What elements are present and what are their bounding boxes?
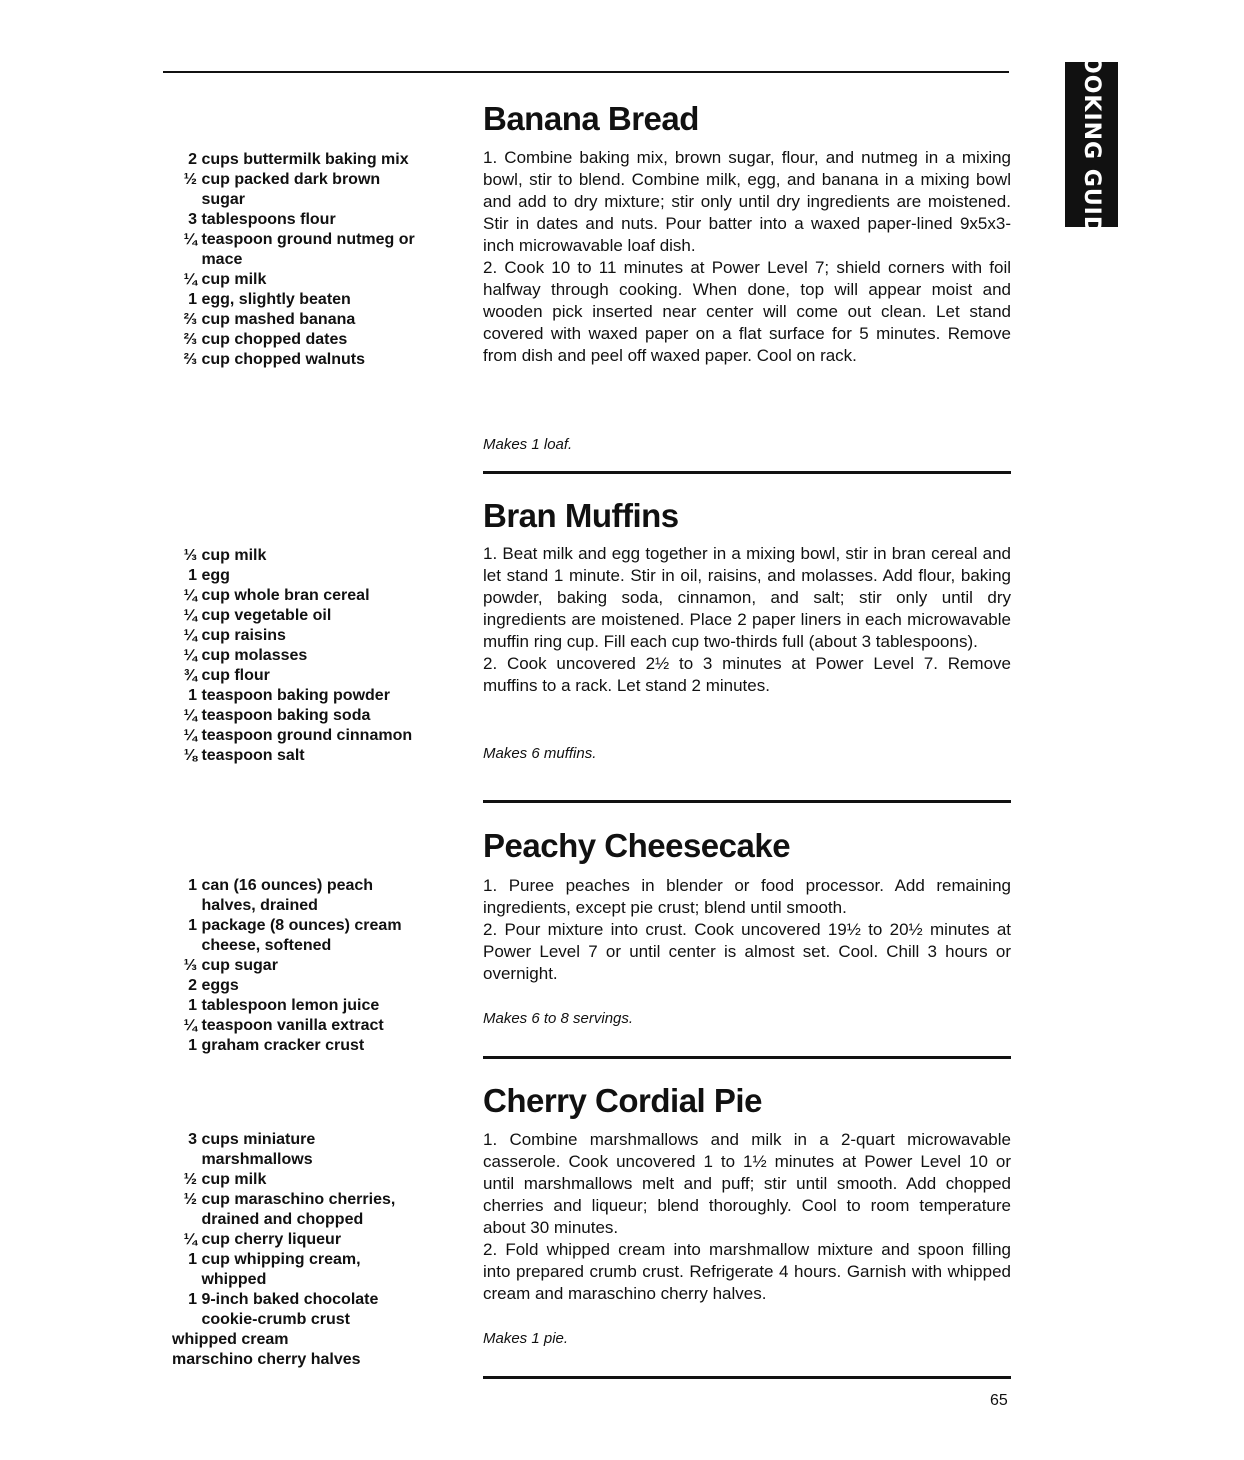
ingredient-text: package (8 ounces) cream bbox=[201, 917, 402, 934]
section-tab bbox=[1065, 37, 1118, 252]
ingredient-qty: 1 bbox=[188, 877, 197, 894]
ingredient-qty: 2 bbox=[188, 977, 197, 994]
ingredient-qty: ½ bbox=[183, 1191, 197, 1208]
ingredient-list bbox=[172, 1130, 452, 1370]
ingredient-qty: ⅔ bbox=[183, 331, 197, 348]
ingredient-item bbox=[172, 1190, 452, 1210]
ingredient-text: cup flour bbox=[201, 667, 270, 684]
ingredient-item bbox=[172, 956, 452, 976]
recipe-steps bbox=[483, 543, 1011, 697]
recipe-steps bbox=[483, 1129, 1011, 1305]
ingredient-qty bbox=[172, 190, 197, 210]
ingredient-item bbox=[172, 976, 452, 996]
ingredient-item bbox=[172, 876, 452, 896]
recipe-steps bbox=[483, 147, 1011, 367]
ingredient-text: whipped bbox=[201, 1271, 267, 1288]
ingredient-qty: ¾ bbox=[183, 667, 197, 684]
ingredient-item bbox=[172, 1330, 452, 1350]
ingredient-qty: ½ bbox=[183, 1171, 197, 1188]
ingredient-item bbox=[172, 746, 452, 766]
ingredient-qty: ⅔ bbox=[183, 311, 197, 328]
ingredient-qty: 1 bbox=[188, 291, 197, 308]
ingredient-text: marschino cherry halves bbox=[172, 1351, 361, 1368]
ingredient-item bbox=[172, 566, 452, 586]
top-rule bbox=[163, 71, 1009, 73]
ingredient-list bbox=[172, 546, 452, 766]
ingredient-qty bbox=[172, 1270, 197, 1290]
ingredient-item bbox=[172, 210, 452, 230]
ingredient-text: eggs bbox=[201, 977, 239, 994]
ingredient-text: sugar bbox=[201, 191, 246, 208]
ingredient-qty: ⅔ bbox=[183, 351, 197, 368]
ingredient-item bbox=[172, 310, 452, 330]
ingredient-text: cup packed dark brown bbox=[201, 171, 381, 188]
ingredient-item bbox=[172, 896, 452, 916]
ingredient-item bbox=[172, 646, 452, 666]
ingredient-qty: ⅛ bbox=[183, 747, 197, 764]
section-divider bbox=[483, 800, 1011, 803]
ingredient-text: marshmallows bbox=[201, 1151, 313, 1168]
ingredient-text: cup milk bbox=[201, 271, 267, 288]
ingredient-text: cups buttermilk baking mix bbox=[201, 151, 409, 168]
ingredient-item bbox=[172, 996, 452, 1016]
ingredient-text: cup cherry liqueur bbox=[201, 1231, 342, 1248]
ingredient-qty: ¼ bbox=[183, 271, 197, 288]
recipe-title: Bran Muffins bbox=[483, 497, 679, 534]
ingredient-text: halves, drained bbox=[201, 897, 318, 914]
section-divider bbox=[483, 1056, 1011, 1059]
section-tab-label: COOKING GUIDE bbox=[1079, 37, 1104, 252]
ingredient-qty bbox=[172, 896, 197, 916]
ingredient-item bbox=[172, 726, 452, 746]
step-2: 2. Cook 10 to 11 minutes at Power Level 7; shield corners with foil halfway through cooking. When done, top will appear moist and wooden pick inserted near center will come out clean. Let stand covered with waxed paper on a flat surface for 5 minutes. Remove from dish and peel off waxed paper. Cool on rack. bbox=[483, 258, 1011, 365]
ingredient-text: teaspoon vanilla extract bbox=[201, 1017, 384, 1034]
ingredient-qty bbox=[172, 1150, 197, 1170]
ingredient-text: cup chopped dates bbox=[201, 331, 348, 348]
ingredient-item bbox=[172, 1130, 452, 1150]
ingredient-text: cup whole bran cereal bbox=[201, 587, 370, 604]
ingredient-item bbox=[172, 1290, 452, 1310]
ingredient-text: cup vegetable oil bbox=[201, 607, 332, 624]
ingredient-item bbox=[172, 150, 452, 170]
ingredient-qty: ¼ bbox=[183, 627, 197, 644]
step-2: 2. Cook uncovered 2½ to 3 minutes at Power Level 7. Remove muffins to a rack. Let stand 2 minutes. bbox=[483, 654, 1011, 695]
ingredient-qty: 1 bbox=[188, 687, 197, 704]
ingredient-text: tablespoon lemon juice bbox=[201, 997, 380, 1014]
ingredient-qty: 1 bbox=[188, 1251, 197, 1268]
ingredient-qty: 1 bbox=[188, 917, 197, 934]
step-1: 1. Combine baking mix, brown sugar, flour, and nutmeg in a mixing bowl, stir to blend. Combine milk, egg, and banana in a mixing bowl and add to dry mixture; stir only until dry ingredients are moistened. Stir in dates and nuts. Pour batter into a waxed paper-lined 9x5x3-inch microwavable loaf dish. bbox=[483, 148, 1011, 255]
recipe-yield: Makes 1 loaf. bbox=[483, 436, 573, 453]
ingredient-text: graham cracker crust bbox=[201, 1037, 365, 1054]
ingredient-text: cup raisins bbox=[201, 627, 286, 644]
ingredient-qty: ¼ bbox=[183, 587, 197, 604]
ingredient-text: cup mashed banana bbox=[201, 311, 356, 328]
ingredient-item bbox=[172, 190, 452, 210]
ingredient-item bbox=[172, 1230, 452, 1250]
step-2: 2. Fold whipped cream into marshmallow mixture and spoon filling into prepared crumb crust. Refrigerate 4 hours. Garnish with whipped cream and maraschino cherry halves. bbox=[483, 1240, 1011, 1303]
ingredient-text: egg, slightly beaten bbox=[201, 291, 351, 308]
ingredient-qty: 3 bbox=[188, 211, 197, 228]
ingredient-item bbox=[172, 916, 452, 936]
ingredient-item bbox=[172, 1016, 452, 1036]
recipe-yield: Makes 6 to 8 servings. bbox=[483, 1010, 634, 1027]
ingredient-item bbox=[172, 1036, 452, 1056]
section-divider bbox=[483, 471, 1011, 474]
ingredient-text: tablespoons flour bbox=[201, 211, 336, 228]
ingredient-text: 9-inch baked chocolate bbox=[201, 1291, 379, 1308]
ingredient-text: cup maraschino cherries, bbox=[201, 1191, 396, 1208]
ingredient-text: cups miniature bbox=[201, 1131, 316, 1148]
ingredient-item bbox=[172, 666, 452, 686]
ingredient-item bbox=[172, 546, 452, 566]
step-1: 1. Combine marshmallows and milk in a 2-quart microwavable casserole. Cook uncovered 1 to 1½ minutes at Power Level 10 or until marshmallows melt and puff; stir until smooth. Add chopped cherries and liqueur; blend thoroughly. Cool to room temperature about 30 minutes. bbox=[483, 1130, 1011, 1237]
ingredient-list bbox=[172, 876, 452, 1056]
ingredient-item bbox=[172, 1310, 452, 1330]
ingredient-text: drained and chopped bbox=[201, 1211, 364, 1228]
recipe-title: Peachy Cheesecake bbox=[483, 827, 791, 864]
ingredient-text: mace bbox=[201, 251, 243, 268]
ingredient-item bbox=[172, 686, 452, 706]
ingredient-text: teaspoon salt bbox=[201, 747, 305, 764]
ingredient-qty: ⅓ bbox=[183, 547, 197, 564]
ingredient-qty: ¼ bbox=[183, 607, 197, 624]
step-1: 1. Puree peaches in blender or food processor. Add remaining ingredients, except pie crust; blend until smooth. bbox=[483, 876, 1011, 917]
ingredient-qty: 1 bbox=[188, 567, 197, 584]
step-1: 1. Beat milk and egg together in a mixing bowl, stir in bran cereal and let stand 1 minute. Stir in oil, raisins, and molasses. Add flour, baking powder, baking soda, cinnamon, and salt; stir only until dry ingredients are moistened. Place 2 paper liners in each microwavable muffin ring cup. Fill each cup two-thirds full (about 3 tablespoons). bbox=[483, 544, 1011, 651]
ingredient-qty: ¼ bbox=[183, 231, 197, 248]
ingredient-qty: 2 bbox=[188, 151, 197, 168]
step-2: 2. Pour mixture into crust. Cook uncovered 19½ to 20½ minutes at Power Level 7 or until center is almost set. Cool. Chill 3 hours or overnight. bbox=[483, 920, 1011, 983]
ingredient-qty: ½ bbox=[183, 171, 197, 188]
section-divider bbox=[483, 1376, 1011, 1379]
ingredient-item bbox=[172, 230, 452, 250]
ingredient-text: teaspoon ground nutmeg or bbox=[201, 231, 415, 248]
ingredient-qty: 3 bbox=[188, 1131, 197, 1148]
ingredient-text: teaspoon baking powder bbox=[201, 687, 390, 704]
ingredient-text: cookie-crumb crust bbox=[201, 1311, 350, 1328]
ingredient-qty: ¼ bbox=[183, 1017, 197, 1034]
recipe-steps bbox=[483, 875, 1011, 985]
ingredient-qty: ¼ bbox=[183, 727, 197, 744]
ingredient-qty: ⅓ bbox=[183, 957, 197, 974]
ingredient-text: egg bbox=[201, 567, 230, 584]
ingredient-item bbox=[172, 1270, 452, 1290]
ingredient-text: can (16 ounces) peach bbox=[201, 877, 374, 894]
ingredient-qty: ¼ bbox=[183, 1231, 197, 1248]
ingredient-qty bbox=[172, 1310, 197, 1330]
ingredient-item bbox=[172, 1210, 452, 1230]
ingredient-qty: ¼ bbox=[183, 707, 197, 724]
ingredient-item bbox=[172, 250, 452, 270]
ingredient-item bbox=[172, 1250, 452, 1270]
ingredient-text: cheese, softened bbox=[201, 937, 332, 954]
ingredient-qty: 1 bbox=[188, 1291, 197, 1308]
ingredient-qty bbox=[172, 250, 197, 270]
ingredient-item bbox=[172, 1170, 452, 1190]
ingredient-qty: ¼ bbox=[183, 647, 197, 664]
ingredient-text: cup sugar bbox=[201, 957, 278, 974]
ingredient-item bbox=[172, 1350, 452, 1370]
ingredient-qty bbox=[172, 936, 197, 956]
recipe-yield: Makes 1 pie. bbox=[483, 1330, 569, 1347]
ingredient-item bbox=[172, 170, 452, 190]
ingredient-text: cup molasses bbox=[201, 647, 308, 664]
ingredient-item bbox=[172, 936, 452, 956]
ingredient-qty bbox=[172, 1210, 197, 1230]
ingredient-item bbox=[172, 290, 452, 310]
ingredient-qty: 1 bbox=[188, 997, 197, 1014]
recipe-title: Cherry Cordial Pie bbox=[483, 1082, 762, 1119]
ingredient-text: cup milk bbox=[201, 547, 267, 564]
ingredient-item bbox=[172, 626, 452, 646]
recipe-title: Banana Bread bbox=[483, 100, 699, 137]
ingredient-text: cup chopped walnuts bbox=[201, 351, 366, 368]
ingredient-text: cup whipping cream, bbox=[201, 1251, 361, 1268]
ingredient-item bbox=[172, 350, 452, 370]
ingredient-qty: 1 bbox=[188, 1037, 197, 1054]
page-number: 65 bbox=[990, 1392, 1008, 1409]
ingredient-text: teaspoon baking soda bbox=[201, 707, 371, 724]
ingredient-item bbox=[172, 706, 452, 726]
recipe-yield: Makes 6 muffins. bbox=[483, 745, 597, 762]
ingredient-text: cup milk bbox=[201, 1171, 267, 1188]
ingredient-text: teaspoon ground cinnamon bbox=[201, 727, 413, 744]
ingredient-item bbox=[172, 270, 452, 290]
ingredient-item bbox=[172, 586, 452, 606]
ingredient-item bbox=[172, 1150, 452, 1170]
ingredient-text: whipped cream bbox=[172, 1331, 289, 1348]
ingredient-item bbox=[172, 330, 452, 350]
ingredient-list bbox=[172, 150, 452, 370]
ingredient-item bbox=[172, 606, 452, 626]
